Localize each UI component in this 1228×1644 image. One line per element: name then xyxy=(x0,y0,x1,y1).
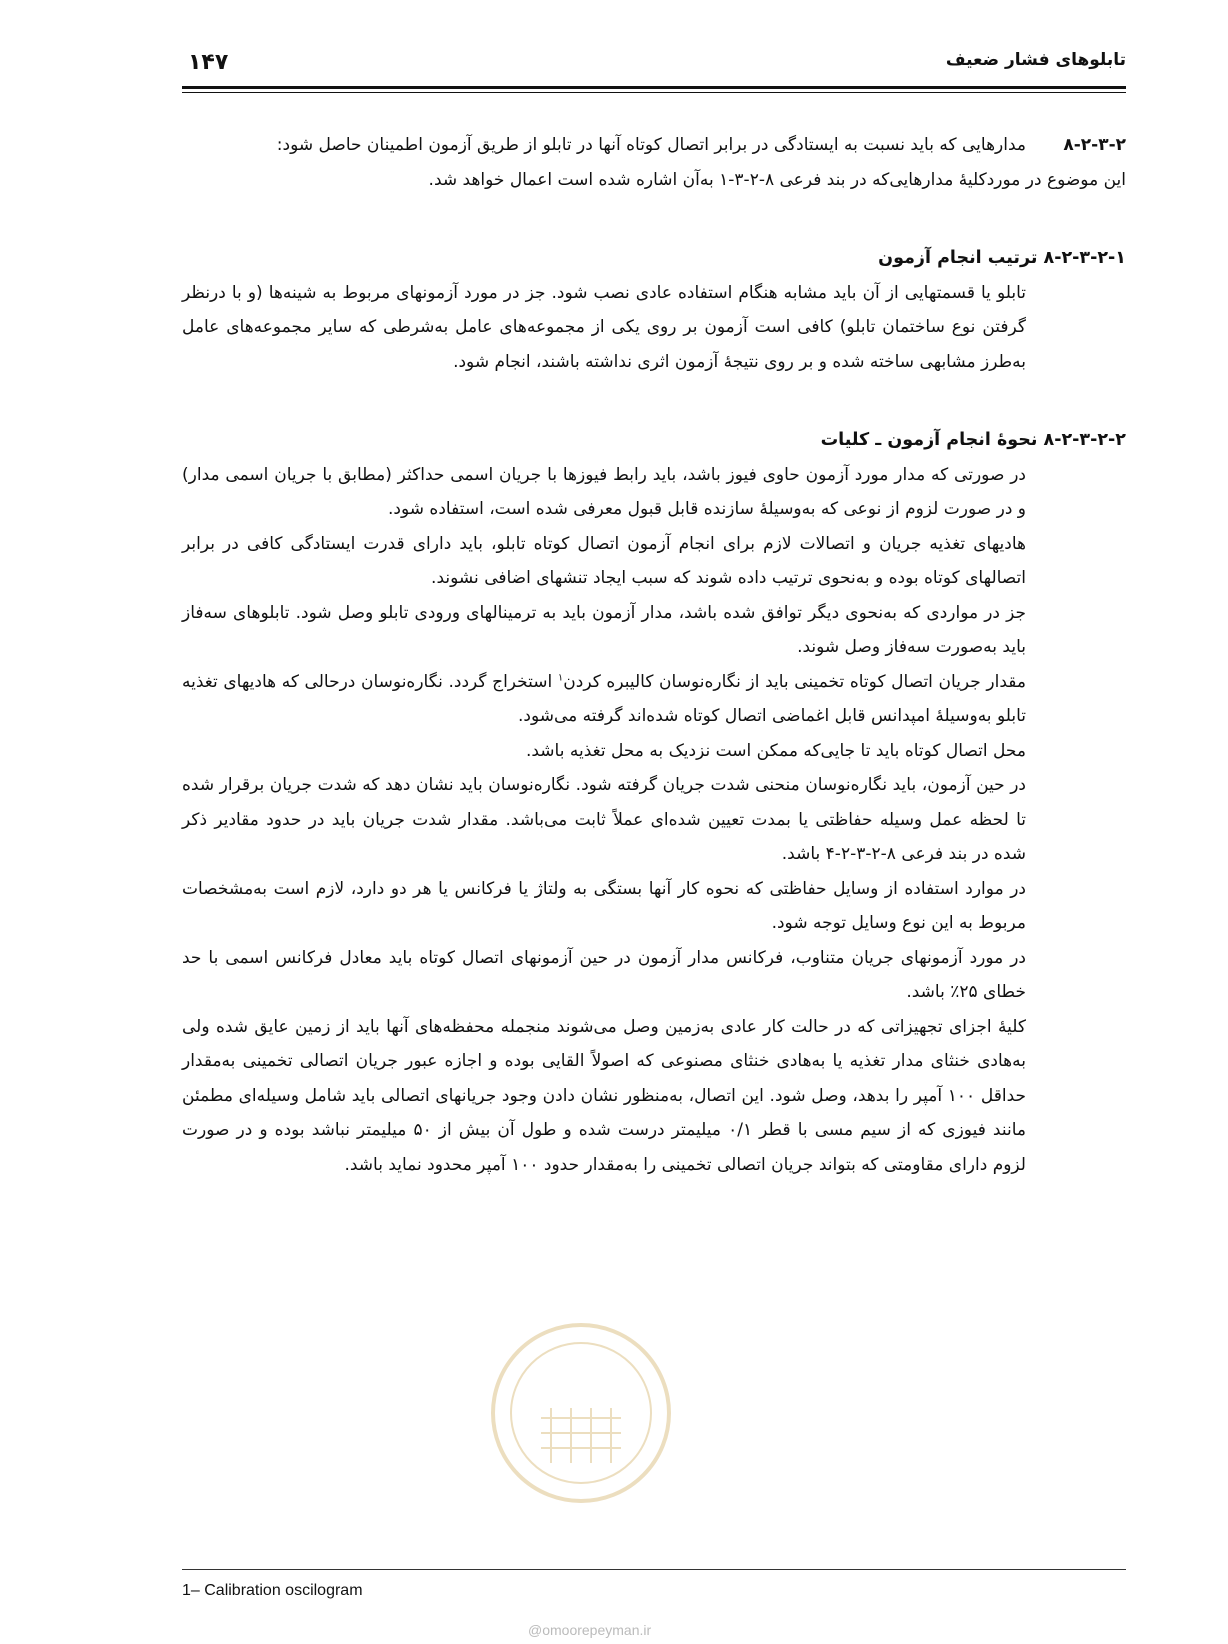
watermark-seal-icon xyxy=(486,1318,676,1508)
header-rule-thick xyxy=(182,86,1126,89)
section-body-test-method xyxy=(182,458,1126,1183)
paragraph: در موارد استفاده از وسایل حفاظتی که نحوه کار آنها بستگی به ولتاژ یا فرکانس یا هر دو دارد، لازم است به‌مشخصات مربوط به این نوع وسایل توجه شود. xyxy=(182,878,1026,933)
paragraph: هادیهای تغذیه جریان و اتصالات لازم برای انجام آزمون اتصال کوتاه تابلو، باید دارای قدرت ایستادگی کافی در برابر اتصالهای کوتاه بوده و به‌نحوی ترتیب داده شوند که سبب ایجاد تنشهای اضافی نشوند. xyxy=(182,533,1026,588)
footnote: 1– Calibration oscilogram xyxy=(182,1582,363,1599)
clause-text: مدارهایی که باید نسبت به ایستادگی در برابر اتصال کوتاه آنها در تابلو از طریق آزمون اطمینان حاصل شود: xyxy=(276,135,1026,155)
clause-note: این موضوع در موردکلیهٔ مدارهایی‌که در بند فرعی ۸-۲-۳-۱ به‌آن اشاره شده است اعمال خواهد شد. xyxy=(428,169,1126,190)
page-header xyxy=(182,50,1126,78)
paragraph: در صورتی که مدار مورد آزمون حاوی فیوز باشد، باید رابط فیوزها با جریان اسمی حداکثر (مطابق با جریان اسمی مدار) و در صورت لزوم از نوعی که به‌وسیلهٔ سازنده قابل قبول معرفی شده است، استفاده شود. xyxy=(182,464,1026,519)
paragraph: محل اتصال کوتاه باید تا جایی‌که ممکن است نزدیک به محل تغذیه باشد. xyxy=(525,740,1026,761)
header-rule-thin xyxy=(182,92,1126,93)
paragraph-text: استخراج گردد. نگاره‌نوسان درحالی که هادیهای تغذیه تابلو به‌وسیلهٔ امپدانس قابل اغماضی اتصال کوتاه شده‌اند گرفته می‌شود. xyxy=(182,671,1026,726)
paragraph: در مورد آزمونهای جریان متناوب، فرکانس مدار آزمون در حین آزمونهای اتصال کوتاه باید معادل فرکانس اسمی با حد خطای ۲۵٪ باشد. xyxy=(182,947,1026,1002)
footnote-reference: ۱ xyxy=(557,671,564,683)
paragraph: کلیهٔ اجزای تجهیزاتی که در حالت کار عادی به‌زمین وصل می‌شوند منجمله محفظه‌های آنها باید از زمین عایق شده ولی به‌هادی خنثای مدار تغذیه یا به‌هادی خنثای مصنوعی که اصولاً القایی بوده و اجازه عبور جریان اتصالی تخمینی به‌مقدار حداقل ۱۰۰ آمپر را بدهد، وصل شود. این اتصال، به‌منظور نشان دادن وجود جریانهای اتصالی باید شامل وسیله‌ای مطمئن مانند فیوزی که از سیم مسی با قطر ۰/۱ میلیمتر درست شده و طول آن بیش از ۵۰ میلیمتر نباشد بوده و در صورت لزوم دارای مقاومتی که بتواند جریان اتصالی تخمینی را به‌مقدار حدود ۱۰۰ آمپر محدود نماید باشد. xyxy=(182,1016,1027,1175)
watermark-url: @omoorepeyman.ir xyxy=(528,1622,652,1638)
footnote-rule xyxy=(182,1569,1126,1570)
paragraph-with-footnote xyxy=(182,665,1026,734)
main-content xyxy=(182,128,1126,1182)
clause-8-2-3-2 xyxy=(182,128,1126,163)
section-heading-test-method: ۸-۲-۳-۲-۲ نحوهٔ انجام آزمون ـ کلیات xyxy=(820,430,1126,450)
section-heading-test-arrangement: ۸-۲-۳-۲-۱ ترتیب انجام آزمون xyxy=(878,248,1126,268)
section-body-test-arrangement: تابلو یا قسمتهایی از آن باید مشابه هنگام استفاده عادی نصب شود. جز در مورد آزمونهای مربوط به شینه‌ها (و با درنظر گرفتن نوع ساختمان تابلو) کافی است آزمون بر روی یکی از مجموعه‌های عامل به‌شرطی که سایر مجموعه‌های عامل به‌طرز مشابهی ساخته شده و بر روی نتیجهٔ آزمون اثری نداشته باشند، انجام شود. xyxy=(182,282,1026,372)
paragraph: جز در مواردی که به‌نحوی دیگر توافق شده باشد، مدار آزمون باید به ترمینالهای ورودی تابلو وصل شود. تابلوهای سه‌فاز باید به‌صورت سه‌فاز وصل شوند. xyxy=(182,602,1026,657)
page-number: ۱۴۷ xyxy=(188,50,229,75)
paragraph-text: مقدار جریان اتصال کوتاه تخمینی باید از نگاره‌نوسان کالیبره کردن xyxy=(563,671,1026,692)
running-title: تابلوهای فشار ضعیف xyxy=(945,50,1126,70)
clause-number: ۸-۲-۳-۲ xyxy=(1063,135,1126,155)
paragraph: در حین آزمون، باید نگاره‌نوسان منحنی شدت جریان گرفته شود. نگاره‌نوسان باید نشان دهد که شدت جریان برقرار شده تا لحظه عمل وسیله حفاظتی یا بمدت تعیین شده‌ای عملاً ثابت می‌باشد. مقدار شدت جریان باید در حدود مقادیر ذکر شده در بند فرعی ۸-۲-۳-۲-۴ باشد. xyxy=(182,775,1026,864)
